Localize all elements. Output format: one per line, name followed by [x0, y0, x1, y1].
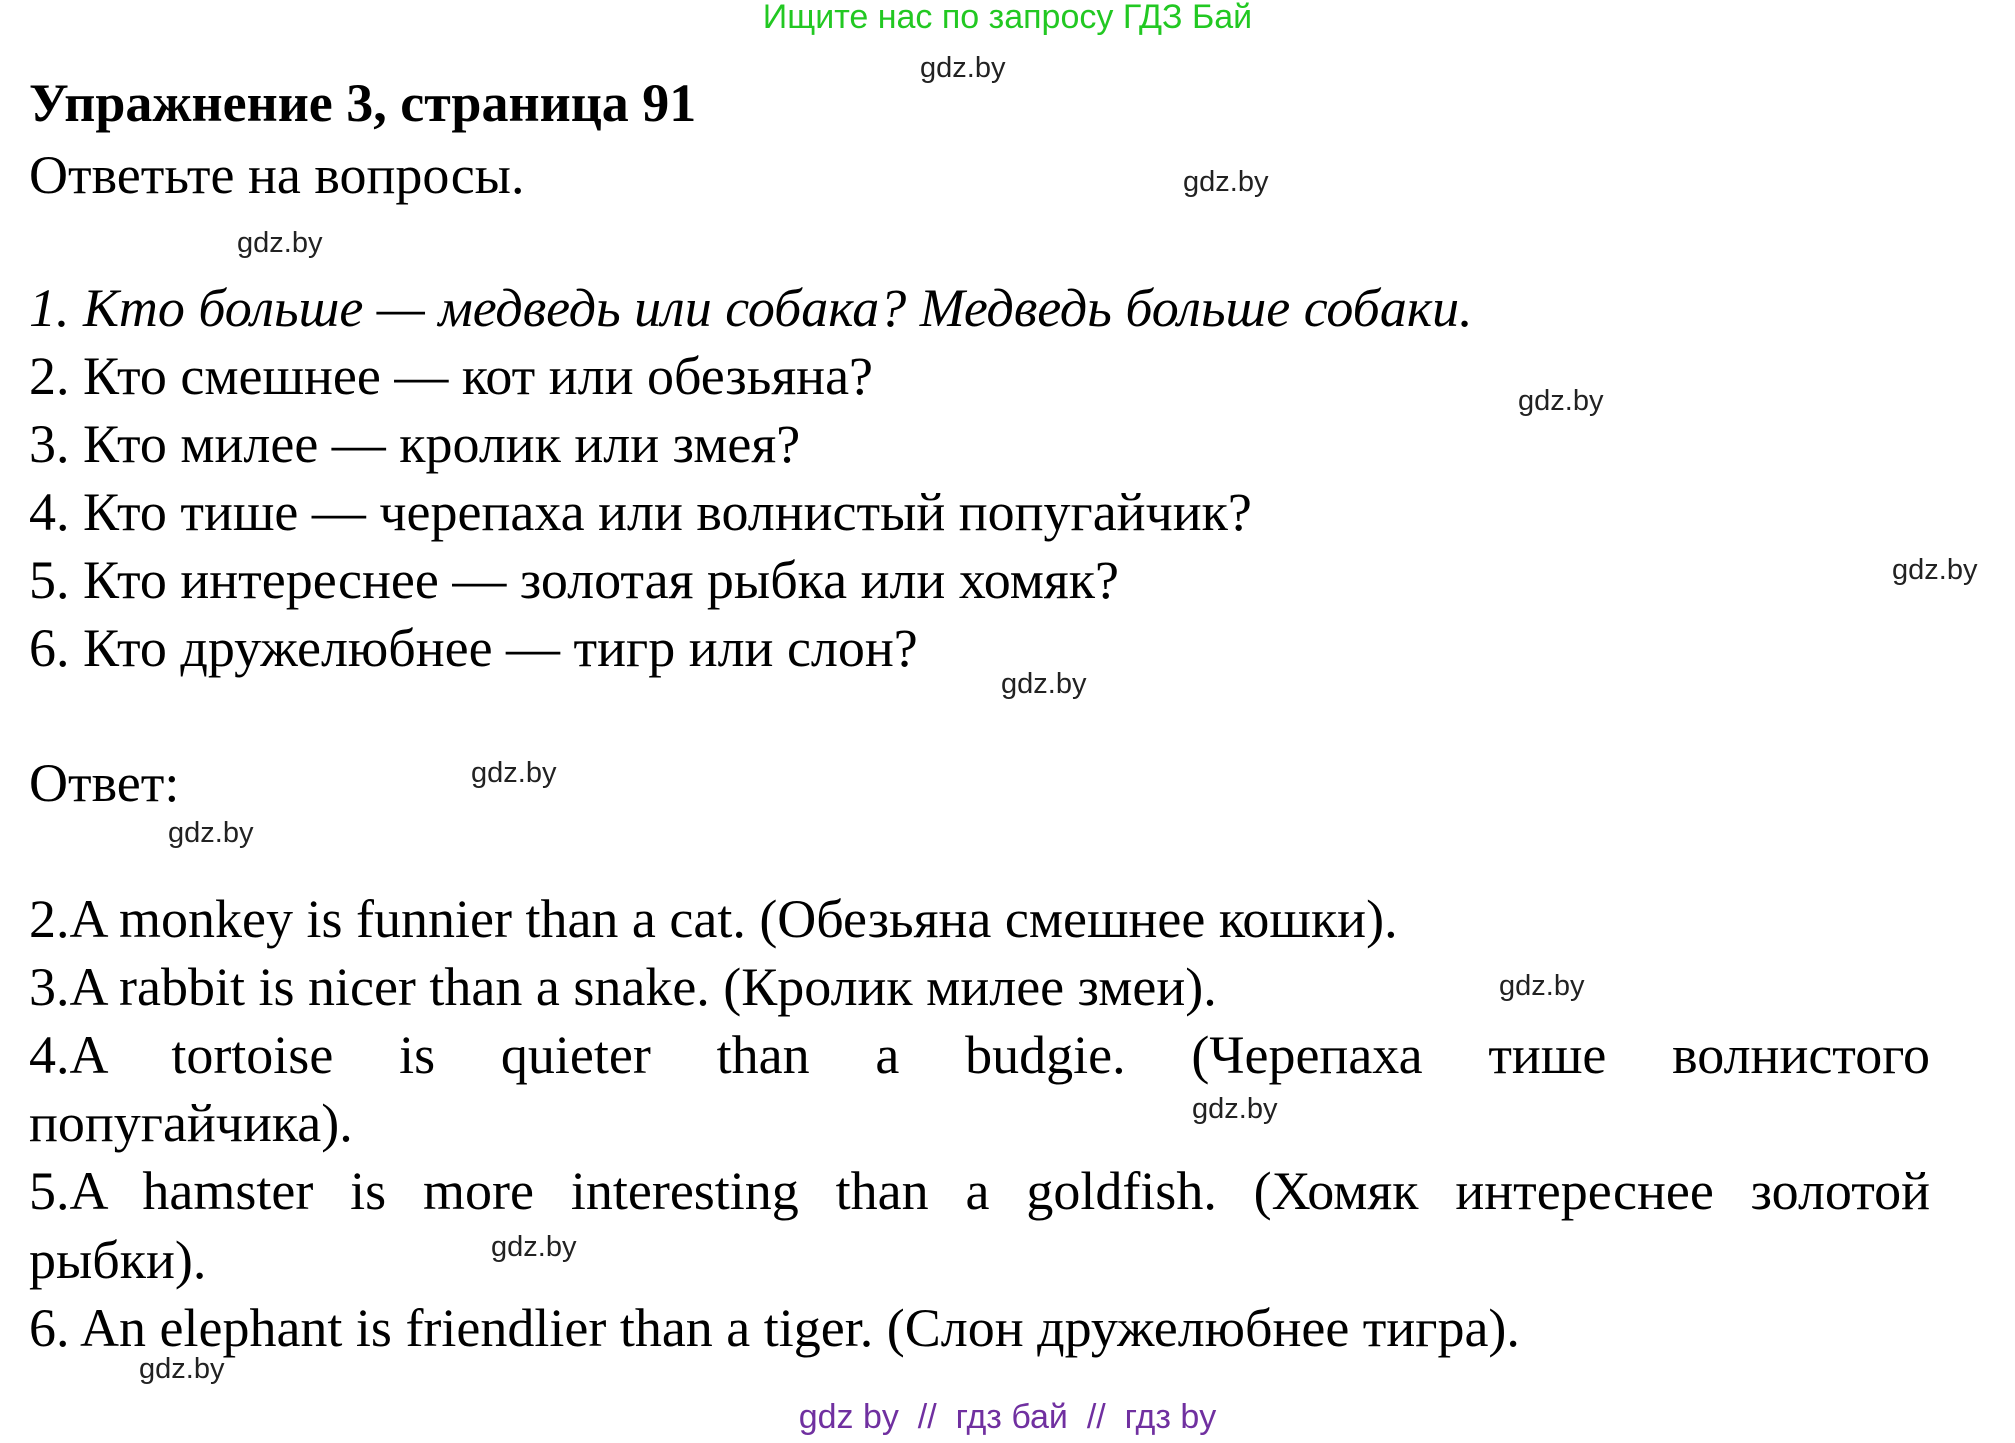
- search-banner[interactable]: Ищите нас по запросу ГДЗ Бай: [762, 0, 1253, 36]
- answer-5-line-1: 5.A hamster is more interesting than a goldfish. (Хомяк интереснее золотой: [29, 1161, 1930, 1221]
- answer-6: 6. An elephant is friendlier than a tiger. (Слон дружелюбнее тигра).: [29, 1298, 1520, 1358]
- watermark: gdz.by: [237, 227, 323, 259]
- answer-label: Ответ:: [29, 753, 180, 813]
- answer-2: 2.A monkey is funnier than a cat. (Обезьяна смешнее кошки).: [29, 889, 1398, 949]
- watermark: gdz.by: [471, 757, 557, 789]
- question-1: 1. Кто больше — медведь или собака? Медведь больше собаки.: [29, 278, 1473, 338]
- answer-4-line-1: 4.A tortoise is quieter than a budgie. (Черепаха тише волнистого: [29, 1025, 1930, 1085]
- watermark: gdz.by: [168, 817, 254, 849]
- watermark: gdz.by: [1192, 1093, 1278, 1125]
- watermark: gdz.by: [139, 1353, 225, 1385]
- page-title: Упражнение 3, страница 91: [29, 73, 697, 133]
- question-4: 4. Кто тише — черепаха или волнистый попугайчик?: [29, 482, 1252, 542]
- answer-4-line-2: попугайчика).: [29, 1093, 353, 1153]
- instruction: Ответьте на вопросы.: [29, 145, 525, 205]
- question-6: 6. Кто дружелюбнее — тигр или слон?: [29, 618, 918, 678]
- question-5: 5. Кто интереснее — золотая рыбка или хомяк?: [29, 550, 1119, 610]
- watermark: gdz.by: [1183, 166, 1269, 198]
- answer-5-line-2: рыбки).: [29, 1230, 207, 1290]
- watermark: gdz.by: [1001, 668, 1087, 700]
- watermark: gdz.by: [1499, 970, 1585, 1002]
- watermark: gdz.by: [491, 1231, 577, 1263]
- watermark: gdz.by: [1518, 385, 1604, 417]
- footer-links[interactable]: gdz by // гдз бай // гдз by: [798, 1398, 1217, 1436]
- answer-3: 3.A rabbit is nicer than a snake. (Кролик милее змеи).: [29, 957, 1217, 1017]
- watermark: gdz.by: [1892, 554, 1978, 586]
- question-2: 2. Кто смешнее — кот или обезьяна?: [29, 346, 874, 406]
- watermark: gdz.by: [920, 52, 1006, 84]
- question-3: 3. Кто милее — кролик или змея?: [29, 414, 801, 474]
